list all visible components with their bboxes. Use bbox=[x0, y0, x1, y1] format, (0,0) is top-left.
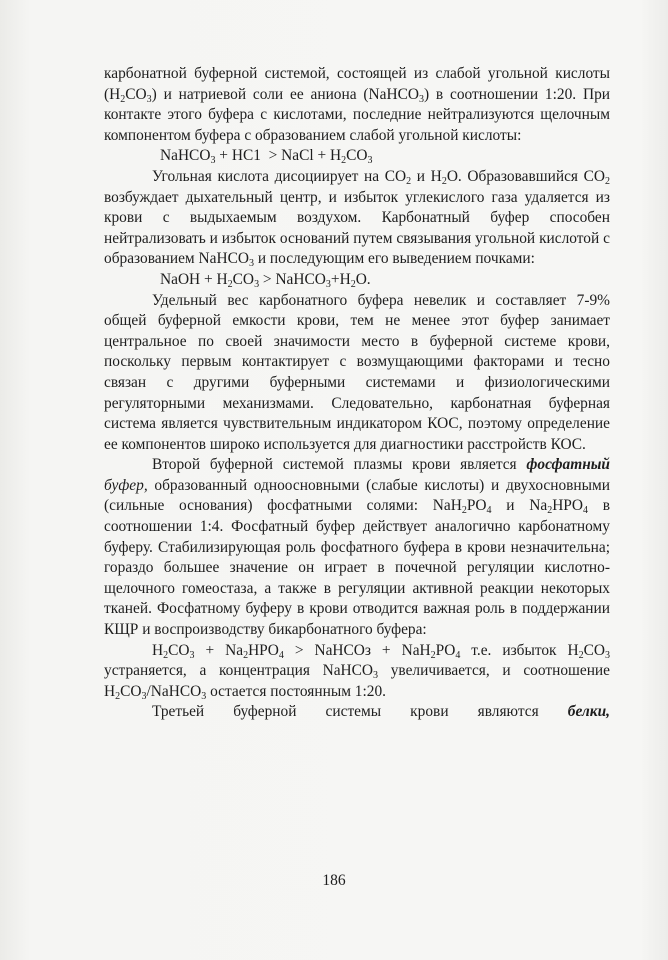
paragraph-intro: карбонатной буферной системой, состоящей из слабой угольной кислоты $(H_2CO_3)$ и натриевой соли ее аниона (NaHCO$_3$) в соотношении 1:20. При контакте этого буфера с кислотами, последние нейтрализуются щелочным компонентом буфера с образованием слабой угольной кислоты: bbox=[104, 65, 611, 144]
reaction-formula-1: NaHCO$_3$ + HC1 > NaCl + $H_2CO_3$ bbox=[160, 147, 373, 167]
paragraph-specific-weight: Удельный вес карбонатного буфера невелик и составляет 7-9% общей буферной емкости крови, тем не менее этот буфер занимает центральное по своей значимости место в буферной системе крови, поскольку первым контактирует с возмущающими факторами и тесно связан с другими буферными системами и физиологическими регуляторными механизмами. Следовательно, карбонатная буферная система является чувствительным индикатором КОС, поэтому определение ее компонентов широко используется для диагностики расстройств КОС. bbox=[104, 291, 610, 453]
paragraph-carbonic-acid: Угольная кислота дисоциирует на $CO_2$ и $H_2O$. Образовавшийся $CO_2$ возбуждает дыхательный центр, и избыток углекислого газа удаляется из крови с выдыхаемым воздухом. Карбонатный буфер способен нейтрализовать и избыток оснований путем связывания угольной кислотой с образованием NaHCO$_3$ и последующим его выведением почками: bbox=[104, 167, 611, 270]
paragraph-phosphate-buffer: Второй буферной системой плазмы крови является фосфатный буфер, образованный одноосновными (слабые кислоты) и двухосновными (сильные основания) фосфатными солями: $NaH_2PO_4$ и $Na_2HPO_4$ в соотношении 1:4. Фосфатный буфер действует аналогично карбонатному буферу. Стабилизирующая роль фосфатного буфера в крови незначительна; гораздо большее значение он играет в почечной регуляции кислотно-щелочного гомеостаза, а также в регуляции активной реакции некоторых тканей. Фосфатному буферу в крови отводится важная роль в поддержании КЩР и воспроизводству бикарбонатного буфера: bbox=[104, 456, 610, 639]
paragraph-reaction-3: $H_2CO_3 + Na_2HPO_4$ > NaHCOз + $NaH_2PO_4$ т.е. избыток $H_2CO_3$ устраняется, а концентрация NaHCO$_3$ увеличивается, и соотношение $H_2CO_3/NaHCO_3$ остается постоянным 1:20. bbox=[104, 641, 610, 702]
body-text bbox=[104, 64, 610, 723]
page-number: 186 bbox=[322, 872, 346, 889]
reaction-formula-2: NaOH + $H_2CO_3$ > $NaHCO_3+H_2O$. bbox=[160, 270, 371, 290]
paragraph-proteins: Третьей буферной системы крови являются белки, bbox=[152, 703, 610, 721]
